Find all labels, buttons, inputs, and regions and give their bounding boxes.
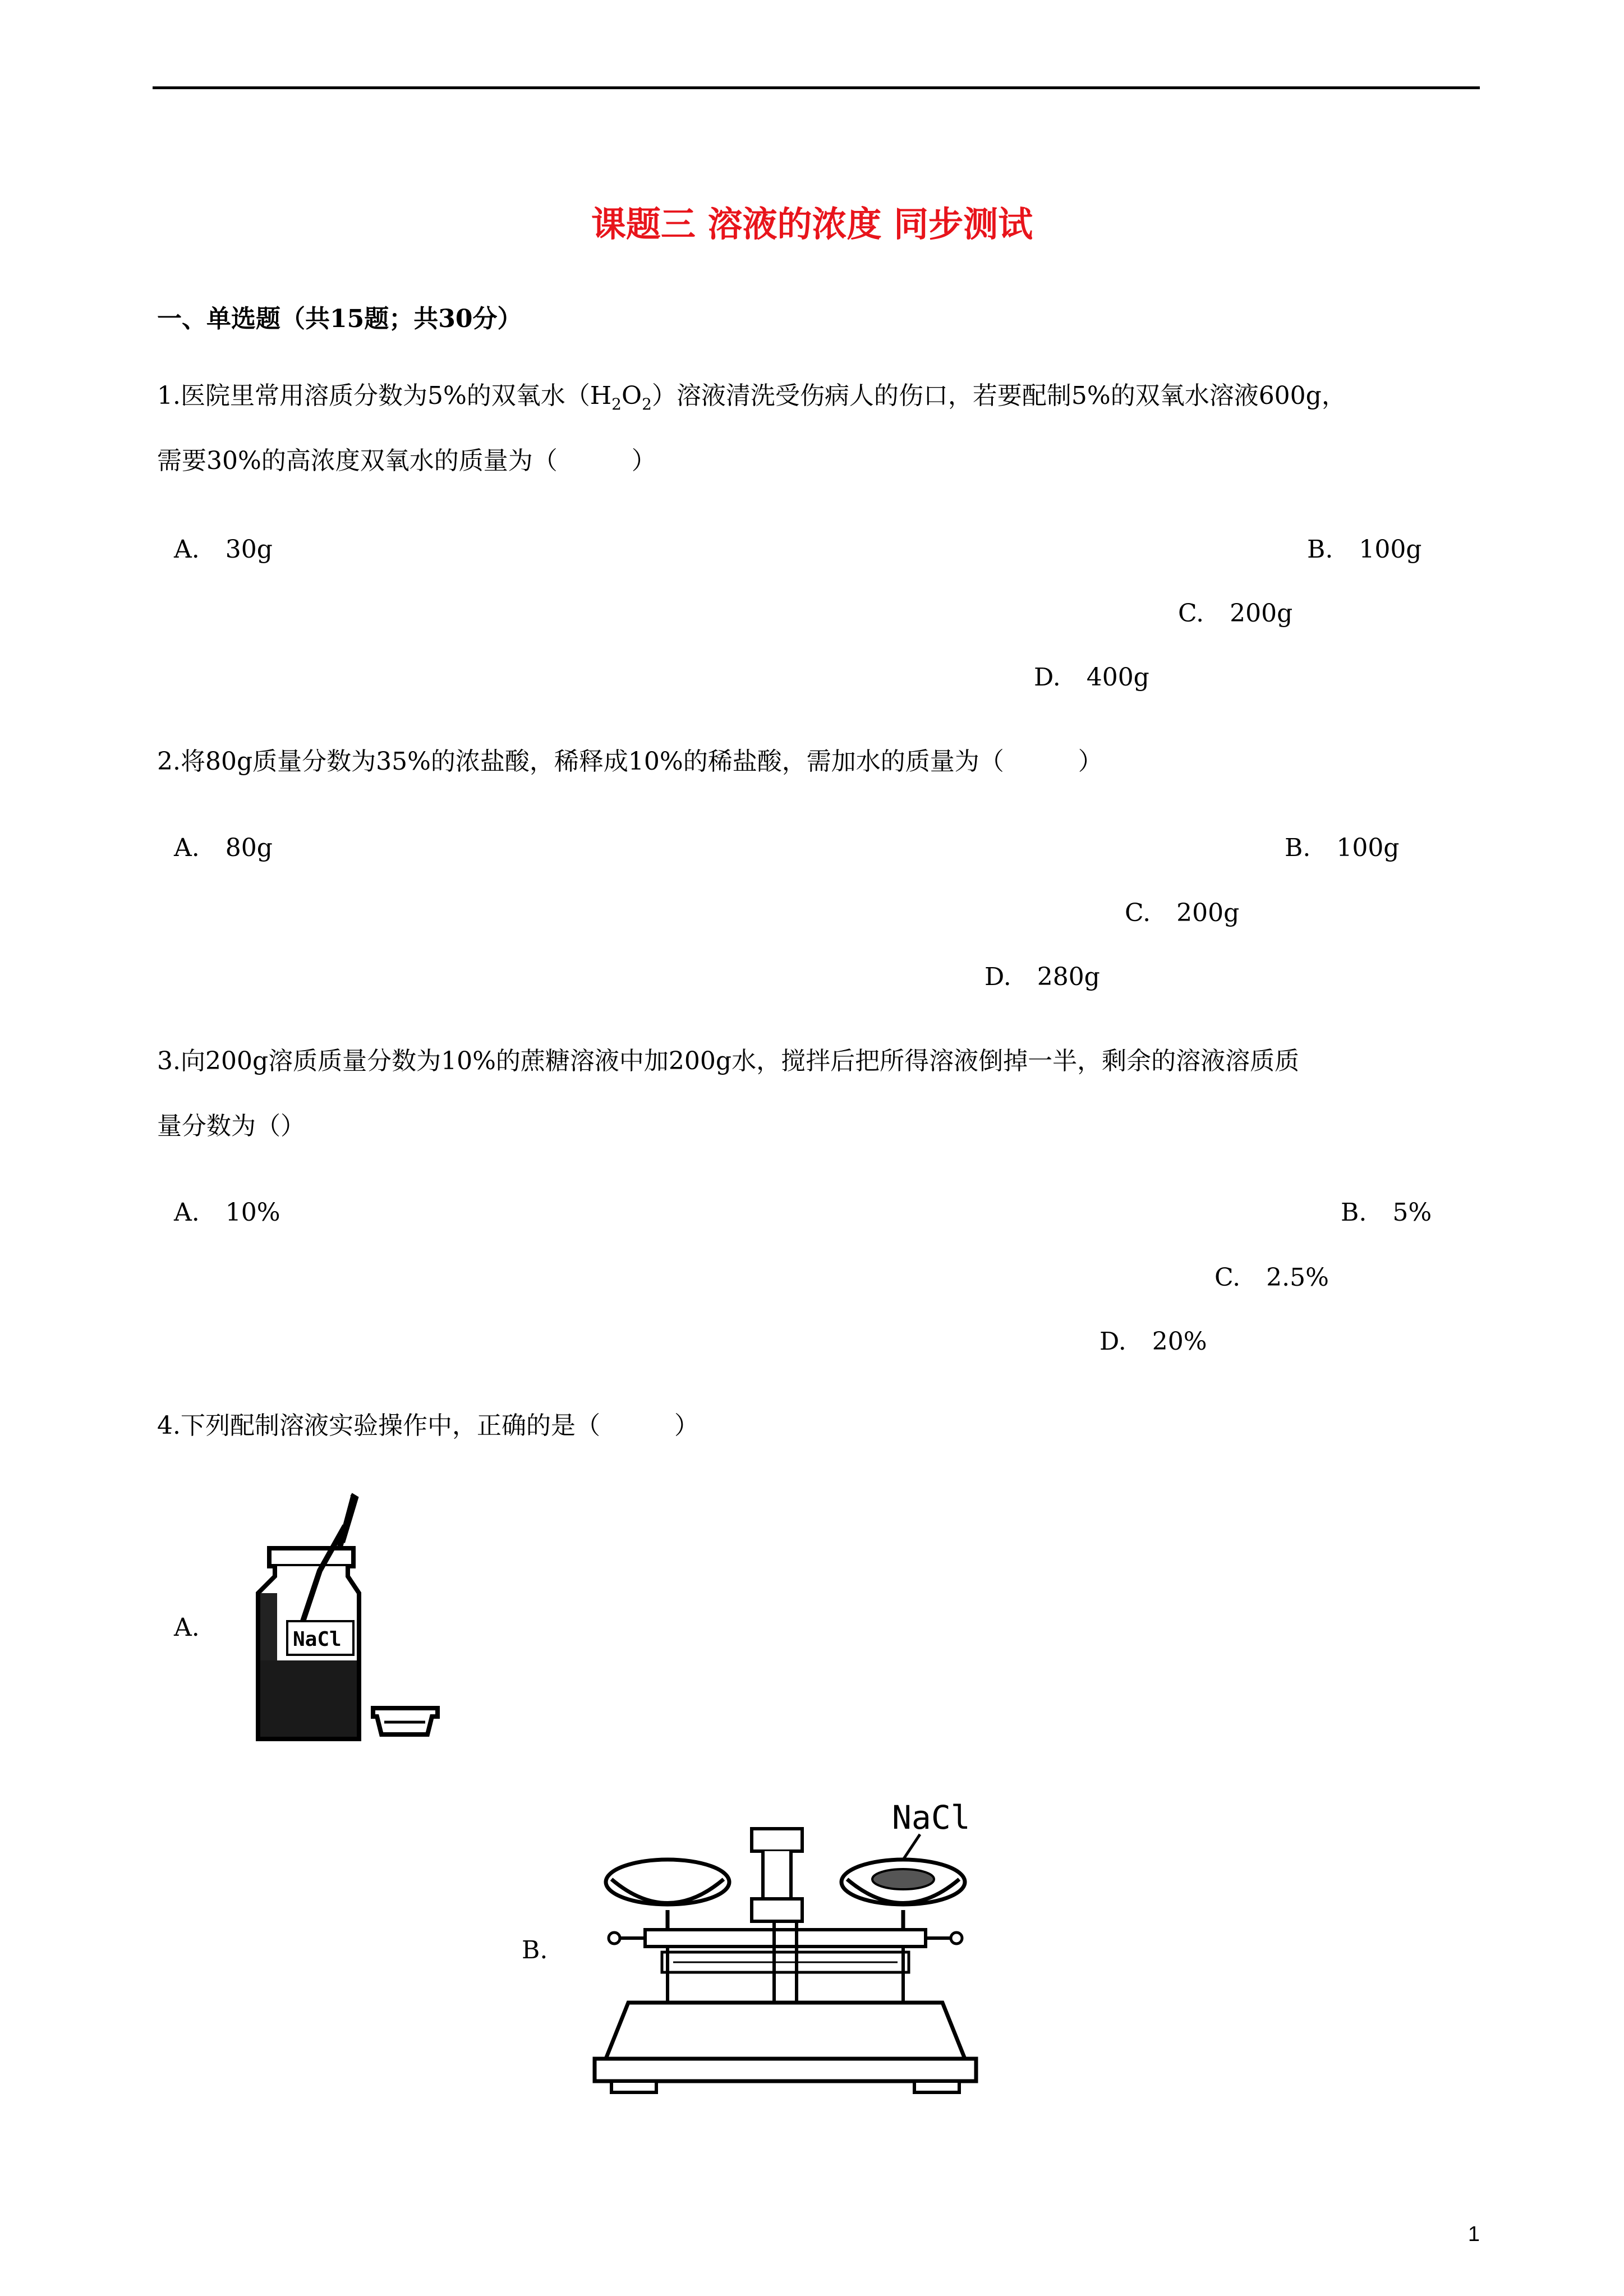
scale-base <box>606 2003 965 2059</box>
left-pan <box>606 1860 729 1904</box>
q1-option-b[interactable] <box>1307 537 1421 562</box>
q1-sub-2: 2 <box>642 394 652 413</box>
option-text: 10% <box>225 1198 280 1227</box>
beam <box>645 1930 926 1947</box>
q2-option-c[interactable] <box>1125 901 1239 926</box>
option-label: C. <box>1214 1263 1241 1292</box>
q1-text-a: 1.医院里常用溶质分数为5%的双氧水（H <box>157 381 612 410</box>
q3-option-d[interactable] <box>1099 1329 1207 1354</box>
option-text: 100g <box>1359 535 1422 564</box>
option-text: 5% <box>1392 1198 1432 1227</box>
option-label: A. <box>174 1198 200 1227</box>
bottle-label-text: NaCl <box>293 1628 342 1651</box>
q1-sub-1: 2 <box>611 394 622 413</box>
question-3-line-1: 3.向200g溶质质量分数为10%的蔗糖溶液中加200g水，搅拌后把所得溶液倒掉一半，剩余的溶液溶质质 <box>157 1047 1300 1075</box>
q4-option-a-label[interactable]: A. <box>174 1613 200 1642</box>
bottle-shadow <box>260 1593 277 1660</box>
option-label: A. <box>174 535 200 564</box>
q1-option-a[interactable] <box>174 537 273 562</box>
option-text: 2.5% <box>1266 1263 1329 1292</box>
q2-option-a[interactable] <box>174 836 273 861</box>
option-label: D. <box>984 963 1011 991</box>
page-title: 课题三 溶液的浓度 同步测试 <box>591 204 1033 245</box>
q3-option-a[interactable] <box>174 1200 280 1225</box>
balance-scale-figure[interactable] <box>583 1795 987 2098</box>
q1-text-c: ）溶液清洗受伤病人的伤口，若要配制5%的双氧水溶液600g， <box>651 381 1346 410</box>
option-label: D. <box>1034 663 1061 692</box>
bottle-cap <box>269 1548 353 1566</box>
center-pillar <box>763 1851 791 1899</box>
option-text: 280g <box>1037 963 1100 991</box>
option-text: 200g <box>1230 599 1293 628</box>
option-label: C. <box>1178 599 1204 628</box>
q3-option-c[interactable] <box>1214 1263 1329 1292</box>
question-3-line-2: 量分数为（） <box>157 1112 305 1140</box>
bottle-content <box>260 1660 357 1737</box>
option-text: 400g <box>1086 663 1149 692</box>
option-label: B. <box>1285 834 1311 862</box>
q1-option-c[interactable] <box>1178 601 1292 626</box>
reagent-bottle-figure[interactable] <box>247 1492 449 1745</box>
option-label: D. <box>1099 1327 1126 1356</box>
question-1-line-2: 需要30%的高浓度双氧水的质量为（ ） <box>157 447 656 475</box>
page-number: 1 <box>1467 2223 1480 2246</box>
q2-option-d[interactable] <box>984 965 1100 990</box>
question-2-line-1: 2.将80g质量分数为35%的浓盐酸，稀释成10%的稀盐酸，需加水的质量为（ ） <box>157 747 1103 776</box>
option-text: 200g <box>1176 899 1240 927</box>
option-text: 20% <box>1152 1327 1207 1356</box>
option-label: B. <box>1341 1198 1367 1227</box>
q4-option-b-label[interactable]: B. <box>522 1936 548 1964</box>
q1-option-d[interactable] <box>1034 665 1149 690</box>
nacl-label-text: NaCl <box>892 1798 970 1837</box>
option-text: 80g <box>225 834 273 862</box>
option-text: 30g <box>225 535 273 564</box>
q2-option-b[interactable] <box>1285 836 1399 861</box>
q3-option-b[interactable] <box>1341 1200 1432 1225</box>
question-4-line-1: 4.下列配制溶液实验操作中，正确的是（ ） <box>157 1411 699 1440</box>
option-text: 100g <box>1336 834 1400 862</box>
q1-text-b: O <box>621 381 642 410</box>
section-heading: 一、单选题（共15题；共30分） <box>157 305 522 333</box>
option-label: A. <box>174 834 200 862</box>
question-1-line-1 <box>157 381 1346 417</box>
option-label: B. <box>1307 535 1333 564</box>
option-label: C. <box>1125 899 1151 927</box>
header-rule <box>153 86 1480 89</box>
nacl-pile <box>872 1869 934 1889</box>
